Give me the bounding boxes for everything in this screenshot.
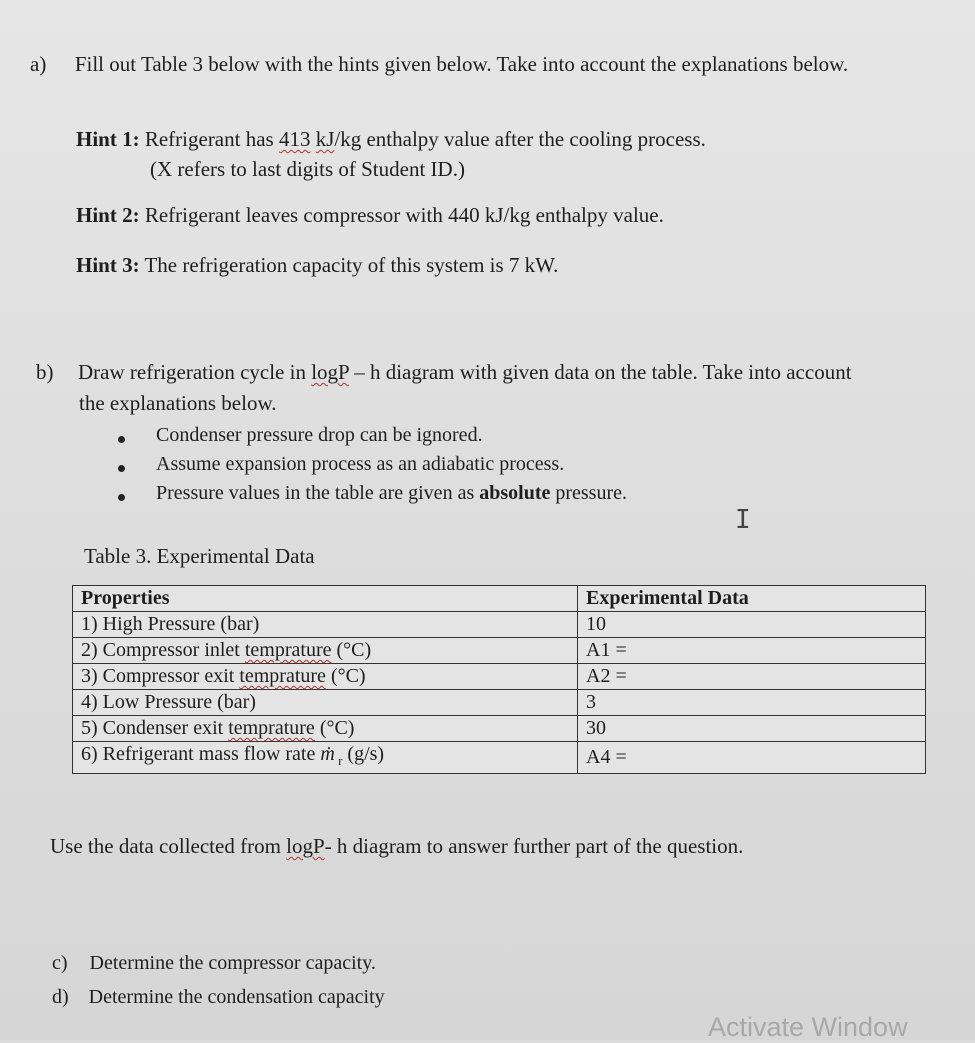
question-b <box>36 360 852 385</box>
table-row <box>73 690 926 716</box>
table-cell-value: A4 = <box>578 742 926 774</box>
hint-3-label: Hint 3: <box>76 253 140 277</box>
hint-1-note: (X refers to last digits of Student ID.) <box>150 157 465 181</box>
table-cell-property-pre: 3) Compressor exit <box>81 665 240 687</box>
bullet-item-3-post: pressure. <box>550 482 627 504</box>
hint-1-label: Hint 1: <box>76 127 140 151</box>
hint-1 <box>76 127 706 152</box>
table-cell-property-subscript: r <box>334 753 343 768</box>
table-cell-property-pre: 2) Compressor inlet <box>81 639 245 661</box>
bullet-dot-1 <box>118 436 125 443</box>
hint-3-text: The refrigeration capacity of this system is 7 kW. <box>144 253 559 277</box>
use-data-logp: logP <box>286 834 325 858</box>
question-b-text-pre: Draw refrigeration cycle in <box>78 360 312 384</box>
bullet-item-1: Condenser pressure drop can be ignored. <box>156 424 483 446</box>
bullet-dot-3 <box>118 494 125 501</box>
question-b-text-post: – h diagram with given data on the table. Take into account <box>348 360 852 384</box>
table-cell-property-misspelled: temprature <box>244 639 332 661</box>
experimental-data-table <box>72 585 926 774</box>
bullet-dot-2 <box>118 465 125 472</box>
hint-2 <box>76 203 664 228</box>
table-row <box>73 716 926 742</box>
use-data-pre: Use the data collected from <box>50 834 287 858</box>
table-cell-value: 10 <box>578 612 926 638</box>
table-cell-property-unit: (g/s) <box>342 743 385 765</box>
table-cell-property-unit: (°C) <box>325 665 366 687</box>
table-cell-property-unit: (°C) <box>331 639 372 661</box>
table-cell-property-misspelled: temprature <box>239 665 326 687</box>
text-cursor-icon: I <box>735 505 751 535</box>
table-row <box>73 742 926 774</box>
question-a-label: a) <box>30 52 47 76</box>
table-cell-value: 30 <box>578 716 926 742</box>
table-header-properties: Properties <box>73 586 578 612</box>
question-d <box>52 986 385 1009</box>
question-a <box>30 52 848 77</box>
question-d-label: d) <box>52 986 69 1008</box>
bullet-item-3 <box>156 482 627 505</box>
table-cell-property <box>73 716 578 742</box>
table-cell-property-unit: (°C) <box>314 717 355 739</box>
question-d-text: Determine the condensation capacity <box>88 986 385 1008</box>
question-c-label: c) <box>52 952 68 974</box>
table-caption: Table 3. Experimental Data <box>84 544 315 568</box>
hint-1-value: 413 <box>278 127 311 151</box>
table-cell-property <box>73 742 578 774</box>
question-b-line2: the explanations below. <box>79 391 277 415</box>
table-cell-property: 1) High Pressure (bar) <box>73 612 578 638</box>
bullet-item-2: Assume expansion process as an adiabatic process. <box>156 453 565 475</box>
table-header-experimental-data: Experimental Data <box>578 586 926 612</box>
hint-3 <box>76 253 558 278</box>
table-row <box>73 612 926 638</box>
table-cell-property-misspelled: temprature <box>228 717 315 739</box>
question-a-text: Fill out Table 3 below with the hints given below. Take into account the explanations below. <box>74 52 849 76</box>
hint-1-text-pre: Refrigerant has <box>144 127 279 151</box>
question-c <box>52 952 376 975</box>
table-cell-property <box>73 664 578 690</box>
table-cell-property <box>73 638 578 664</box>
hint-1-text-post: /kg enthalpy value after the cooling process. <box>334 127 706 151</box>
use-data-post: - h diagram to answer further part of the question. <box>324 834 744 858</box>
hint-1-unit: kJ <box>315 127 335 151</box>
hint-2-label: Hint 2: <box>76 203 140 227</box>
table-cell-value: A2 = <box>578 664 926 690</box>
question-b-logp: logP <box>311 360 349 384</box>
table-row <box>73 638 926 664</box>
table-cell-value: A1 = <box>578 638 926 664</box>
bullet-item-3-pre: Pressure values in the table are given as <box>156 482 480 504</box>
bullet-item-3-bold: absolute <box>479 482 551 504</box>
table-row <box>73 664 926 690</box>
table-cell-property-mdot: ṁ <box>320 743 335 765</box>
table-header-row <box>73 586 926 612</box>
hint-2-text: Refrigerant leaves compressor with 440 kJ/kg enthalpy value. <box>144 203 664 227</box>
table-cell-property-pre: 6) Refrigerant mass flow rate <box>81 743 321 765</box>
table-cell-value: 3 <box>578 690 926 716</box>
table-cell-property: 4) Low Pressure (bar) <box>73 690 578 716</box>
activate-windows-watermark: Activate Window <box>708 1012 908 1042</box>
table-cell-property-pre: 5) Condenser exit <box>81 717 229 739</box>
question-b-label: b) <box>36 360 54 384</box>
use-data-instruction <box>50 834 743 859</box>
question-c-text: Determine the compressor capacity. <box>89 952 376 974</box>
